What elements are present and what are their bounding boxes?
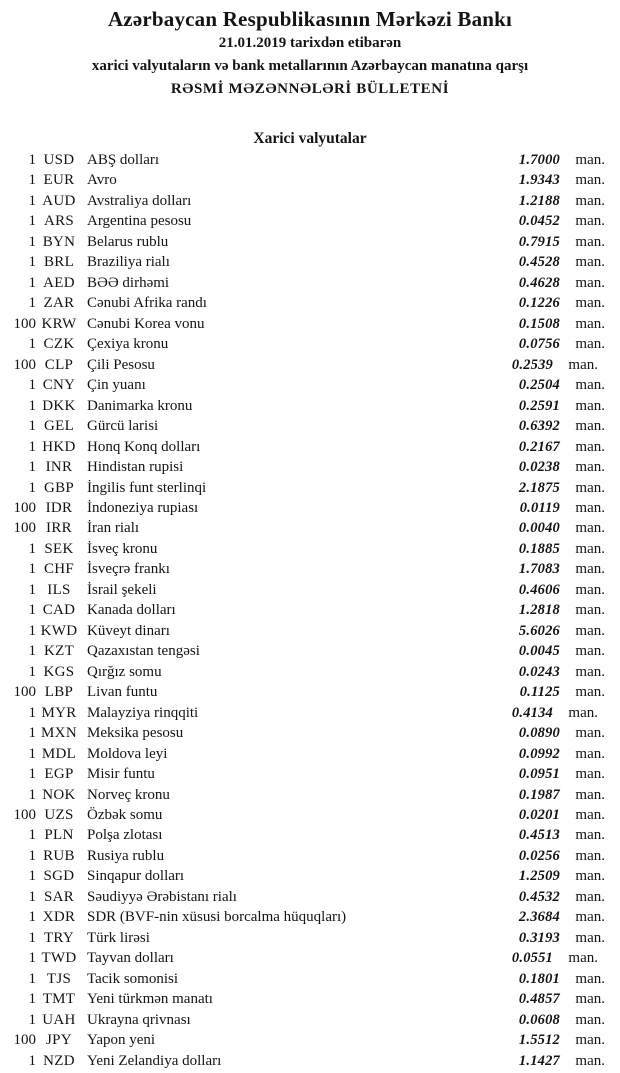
currency-name: Argentina pesosu [87,213,192,230]
effective-date-line: 21.01.2019 tarixdən etibarən [218,35,402,51]
currency-code: TRY [43,929,75,946]
rate-value: 0.0992 [518,745,560,762]
rate-value: 0.0256 [518,847,560,864]
exchange-rate-row [0,1030,605,1050]
exchange-rate-row [0,252,605,272]
rate-value: 0.4528 [518,254,560,271]
currency-code: GEL [43,418,75,435]
currency-code: TWD [41,950,77,967]
currency-name: SDR (BVF-nin xüsusi borcalma hüquqları) [87,909,347,926]
exchange-rate-row [0,744,605,764]
rate-value: 0.2591 [518,397,560,414]
manat-unit-label: man. [575,520,605,537]
currency-quantity: 1 [28,745,36,762]
manat-unit-label: man. [575,438,605,455]
manat-unit-label: man. [568,356,598,373]
rate-value: 1.9343 [518,172,560,189]
manat-unit-label: man. [575,479,605,496]
rate-value: 0.0951 [518,766,560,783]
manat-unit-label: man. [575,622,605,639]
manat-unit-label: man. [575,847,605,864]
currency-name: Misir funtu [87,766,155,783]
currency-code: ILS [47,581,71,598]
rate-value: 0.3193 [518,929,560,946]
currency-name: Çexiya kronu [87,336,169,353]
exchange-rate-row [0,1010,605,1030]
currency-name: Yeni türkmən manatı [87,991,213,1008]
manat-unit-label: man. [575,499,605,516]
manat-unit-label: man. [575,827,605,844]
currency-code: BYN [42,233,76,250]
currency-code: BRL [43,254,75,271]
manat-unit-label: man. [575,254,605,271]
rate-value: 0.4606 [518,581,560,598]
currency-code: NOK [42,786,76,803]
manat-unit-label: man. [575,213,605,230]
rate-value: 0.6392 [518,418,560,435]
exchange-rate-row [0,682,605,702]
exchange-rate-row [0,273,605,293]
currency-quantity: 1 [28,888,36,905]
manat-unit-label: man. [575,786,605,803]
manat-unit-label: man. [575,295,605,312]
currency-name: Səudiyyə Ərəbistanı rialı [87,888,237,905]
currency-code: MXN [41,725,77,742]
currency-quantity: 1 [28,152,36,168]
exchange-rate-row [0,948,605,968]
exchange-rates-table [0,150,620,1071]
manat-unit-label: man. [575,643,605,660]
manat-unit-label: man. [575,725,605,742]
exchange-rate-row [0,437,605,457]
currency-code: ZAR [43,295,75,312]
currency-quantity: 1 [28,213,36,230]
currency-name: Qazaxıstan tengəsi [87,643,200,660]
rate-value: 0.2539 [511,356,553,373]
manat-unit-label: man. [575,581,605,598]
currency-code: CLP [44,356,74,373]
currency-quantity: 1 [28,254,36,271]
currency-code: GBP [43,479,75,496]
exchange-rate-row [0,457,605,477]
currency-quantity: 1 [28,1011,36,1028]
currency-name: Yeni Zelandiya dolları [87,1052,222,1069]
exchange-rate-row [0,580,605,600]
rate-value: 0.4134 [511,704,553,721]
manat-unit-label: man. [575,929,605,946]
currency-quantity: 100 [13,1032,36,1049]
currency-name: Moldova leyi [87,745,168,762]
manat-unit-label: man. [575,602,605,619]
manat-unit-label: man. [575,315,605,332]
currency-name: Rusiya rublu [87,847,165,864]
rate-value: 0.4513 [518,827,560,844]
currency-name: Ukrayna qrivnası [87,1011,191,1028]
currency-quantity: 1 [28,929,36,946]
currency-quantity: 100 [13,315,36,332]
exchange-rate-row [0,785,605,805]
exchange-rate-row [0,211,605,231]
exchange-rate-row [0,662,605,682]
currency-code: SEK [44,540,74,557]
rate-value: 0.4628 [518,274,560,291]
exchange-rate-row [0,498,605,518]
currency-quantity: 100 [13,807,36,823]
currency-code: HKD [42,438,76,455]
currency-quantity: 1 [28,970,36,987]
currency-name: Norveç kronu [87,786,170,803]
currency-code: CNY [42,377,76,394]
currency-name: Tacik somonisi [87,970,179,987]
exchange-rate-row [0,723,605,743]
rate-value: 1.2188 [518,192,560,209]
currency-code: CZK [43,336,75,353]
currency-code: DKK [42,397,76,414]
rate-value: 0.0551 [511,950,553,967]
currency-code: UAH [42,1011,76,1028]
currency-code: EGP [44,766,74,783]
currency-code: MYR [41,704,77,721]
currency-quantity: 1 [28,418,36,435]
currency-quantity: 1 [28,192,36,209]
rate-value: 0.1801 [518,970,560,987]
rate-value: 0.0608 [518,1011,560,1028]
rate-value: 0.0890 [518,725,560,742]
exchange-rate-row [0,805,605,825]
currency-code: MDL [41,745,77,762]
rate-value: 1.5512 [518,1032,560,1049]
rate-value: 0.2504 [518,377,560,394]
currency-quantity: 100 [13,520,36,537]
currency-name: Polşa zlotası [87,827,163,844]
currency-name: İran rialı [87,520,140,537]
currency-quantity: 1 [28,950,36,967]
currency-name: Hindistan rupisi [87,459,184,476]
manat-unit-label: man. [575,152,605,168]
currency-name: Avstraliya dolları [87,192,192,209]
rate-value: 1.7083 [518,561,560,578]
manat-unit-label: man. [575,1052,605,1069]
currency-quantity: 1 [28,377,36,394]
currency-name: Avro [87,172,117,189]
currency-quantity: 1 [28,909,36,926]
exchange-rate-row [0,641,605,661]
manat-unit-label: man. [575,684,605,701]
currency-code: SGD [43,868,75,885]
exchange-rate-row [0,232,605,252]
currency-name: Belarus rublu [87,233,169,250]
currency-name: Türk lirəsi [87,929,150,946]
currency-quantity: 1 [28,643,36,660]
manat-unit-label: man. [575,418,605,435]
currency-name: İsveçrə frankı [87,561,170,578]
exchange-rate-row [0,764,605,784]
currency-code: USD [43,152,75,168]
currency-quantity: 1 [28,540,36,557]
manat-unit-label: man. [575,663,605,680]
rate-value: 0.2167 [518,438,560,455]
currency-quantity: 1 [28,438,36,455]
exchange-rate-row [0,355,605,375]
rate-value: 1.1427 [518,1052,560,1069]
rate-value: 1.7000 [518,152,560,168]
currency-quantity: 100 [13,356,36,373]
rate-value: 0.0045 [518,643,560,660]
manat-unit-label: man. [575,336,605,353]
currency-name: Çili Pesosu [87,356,155,373]
currency-name: Kanada dolları [87,602,176,619]
manat-unit-label: man. [575,991,605,1008]
exchange-rate-row [0,150,605,170]
currency-code: AED [43,274,75,291]
manat-unit-label: man. [575,868,605,885]
exchange-rate-row [0,334,605,354]
rate-value: 0.0756 [518,336,560,353]
rate-value: 0.1226 [518,295,560,312]
rate-value: 1.2818 [518,602,560,619]
currency-quantity: 1 [28,766,36,783]
currency-quantity: 1 [28,786,36,803]
exchange-rate-row [0,314,605,334]
rate-value: 2.1875 [518,479,560,496]
currency-quantity: 1 [28,868,36,885]
manat-unit-label: man. [575,172,605,189]
rate-value: 0.0119 [519,499,560,516]
currency-code: EUR [43,172,75,189]
rate-value: 0.1508 [518,315,560,332]
currency-code: RUB [43,847,75,864]
exchange-rate-row [0,518,605,538]
currency-quantity: 1 [28,274,36,291]
rate-value: 0.0040 [518,520,560,537]
currency-quantity: 1 [28,847,36,864]
exchange-rate-row [0,866,605,886]
currency-name: Tayvan dolları [87,950,174,967]
manat-unit-label: man. [575,807,605,823]
exchange-rate-row [0,907,605,927]
manat-unit-label: man. [568,704,598,721]
currency-quantity: 100 [13,499,36,516]
currency-code: TJS [46,970,72,987]
currency-code: KZT [43,643,75,660]
manat-unit-label: man. [575,561,605,578]
currency-code: SAR [43,888,75,905]
exchange-rate-row [0,375,605,395]
currency-name: Küveyt dinarı [87,622,170,639]
manat-unit-label: man. [575,192,605,209]
currency-name: Meksika pesosu [87,725,184,742]
currency-name: Cənubi Afrika randı [87,295,207,312]
currency-name: Honq Konq dolları [87,438,201,455]
rate-value: 0.0452 [518,213,560,230]
currency-quantity: 1 [28,827,36,844]
currency-name: İsveç kronu [87,540,158,557]
currency-quantity: 1 [28,663,36,680]
currency-code: XDR [42,909,76,926]
currency-code: JPY [46,1032,72,1049]
currency-quantity: 1 [28,172,36,189]
currency-name: Yapon yeni [87,1032,156,1049]
currency-quantity: 1 [28,725,36,742]
rate-value: 0.1125 [519,684,560,701]
currency-name: İngilis funt sterlinqi [87,479,207,496]
rate-value: 1.2509 [518,868,560,885]
exchange-rate-row [0,600,605,620]
exchange-rate-row [0,293,605,313]
currency-quantity: 1 [28,233,36,250]
currency-name: İsrail şekeli [87,581,157,598]
subject-line: xarici valyutaların və bank metallarının Azərbaycan manatına qarşı [91,58,529,74]
rate-value: 5.6026 [518,622,560,639]
manat-unit-label: man. [575,540,605,557]
manat-unit-label: man. [575,274,605,291]
currency-name: İndoneziya rupiası [87,499,199,516]
rate-value: 0.1885 [518,540,560,557]
currency-name: Gürcü larisi [87,418,159,435]
exchange-rate-row [0,1051,605,1071]
exchange-rate-row [0,928,605,948]
currency-quantity: 1 [28,459,36,476]
currency-name: ABŞ dolları [87,152,160,168]
currency-quantity: 1 [28,397,36,414]
currency-name: Özbək somu [87,807,163,823]
currency-code: ARS [43,213,75,230]
bank-name-title: Azərbaycan Respublikasının Mərkəzi Bankı [107,7,513,31]
rate-value: 0.4532 [518,888,560,905]
manat-unit-label: man. [575,1011,605,1028]
currency-name: Braziliya rialı [87,254,170,271]
currency-code: AUD [42,192,76,209]
manat-unit-label: man. [575,397,605,414]
currency-quantity: 1 [28,479,36,496]
exchange-rate-row [0,825,605,845]
manat-unit-label: man. [575,909,605,926]
section-title-foreign-currencies: Xarici valyutalar [253,130,367,147]
manat-unit-label: man. [568,950,598,967]
currency-quantity: 1 [28,704,36,721]
currency-code: IDR [45,499,73,516]
currency-name: Livan funtu [87,684,158,701]
currency-quantity: 1 [28,561,36,578]
currency-name: Qırğız somu [87,663,162,680]
currency-code: LBP [44,684,74,701]
currency-code: CHF [43,561,75,578]
currency-quantity: 1 [28,581,36,598]
currency-name: BƏƏ dirhəmi [87,274,170,291]
exchange-rate-row [0,621,605,641]
rate-value: 0.0201 [518,807,560,823]
currency-code: INR [45,459,73,476]
manat-unit-label: man. [575,459,605,476]
currency-name: Danimarka kronu [87,397,193,414]
manat-unit-label: man. [575,766,605,783]
currency-name: Çin yuanı [87,377,146,394]
rate-value: 2.3684 [518,909,560,926]
currency-code: KWD [40,622,78,639]
currency-code: NZD [43,1052,75,1069]
rate-value: 0.0243 [518,663,560,680]
currency-name: Sinqapur dolları [87,868,185,885]
currency-name: Cənubi Korea vonu [87,315,205,332]
exchange-rate-row [0,846,605,866]
currency-quantity: 1 [28,336,36,353]
exchange-rate-row [0,396,605,416]
exchange-rate-row [0,191,605,211]
currency-quantity: 1 [28,991,36,1008]
manat-unit-label: man. [575,233,605,250]
currency-quantity: 1 [28,602,36,619]
exchange-rate-row [0,559,605,579]
currency-code: UZS [44,807,74,823]
exchange-rate-row [0,416,605,436]
rate-value: 0.1987 [518,786,560,803]
currency-code: TMT [42,991,76,1008]
manat-unit-label: man. [575,970,605,987]
currency-code: KGS [43,663,75,680]
currency-quantity: 1 [28,295,36,312]
currency-code: IRR [46,520,72,537]
manat-unit-label: man. [575,745,605,762]
exchange-rate-row [0,887,605,907]
currency-code: CAD [42,602,76,619]
manat-unit-label: man. [575,888,605,905]
manat-unit-label: man. [575,377,605,394]
rate-value: 0.4857 [518,991,560,1008]
rate-value: 0.0238 [518,459,560,476]
currency-name: Malayziya rinqqiti [87,704,199,721]
currency-quantity: 1 [28,1052,36,1069]
currency-quantity: 1 [28,622,36,639]
exchange-rate-row [0,478,605,498]
currency-quantity: 100 [13,684,36,701]
exchange-rate-row [0,170,605,190]
exchange-rate-row [0,703,605,723]
exchange-rate-row [0,989,605,1009]
document-header [0,0,620,101]
bulletin-title: RƏSMİ MƏZƏNNƏLƏRİ BÜLLETENİ [170,81,450,97]
currency-code: PLN [44,827,74,844]
manat-unit-label: man. [575,1032,605,1049]
currency-code: KRW [41,315,77,332]
rate-value: 0.7915 [518,233,560,250]
exchange-rate-row [0,969,605,989]
exchange-rate-row [0,539,605,559]
